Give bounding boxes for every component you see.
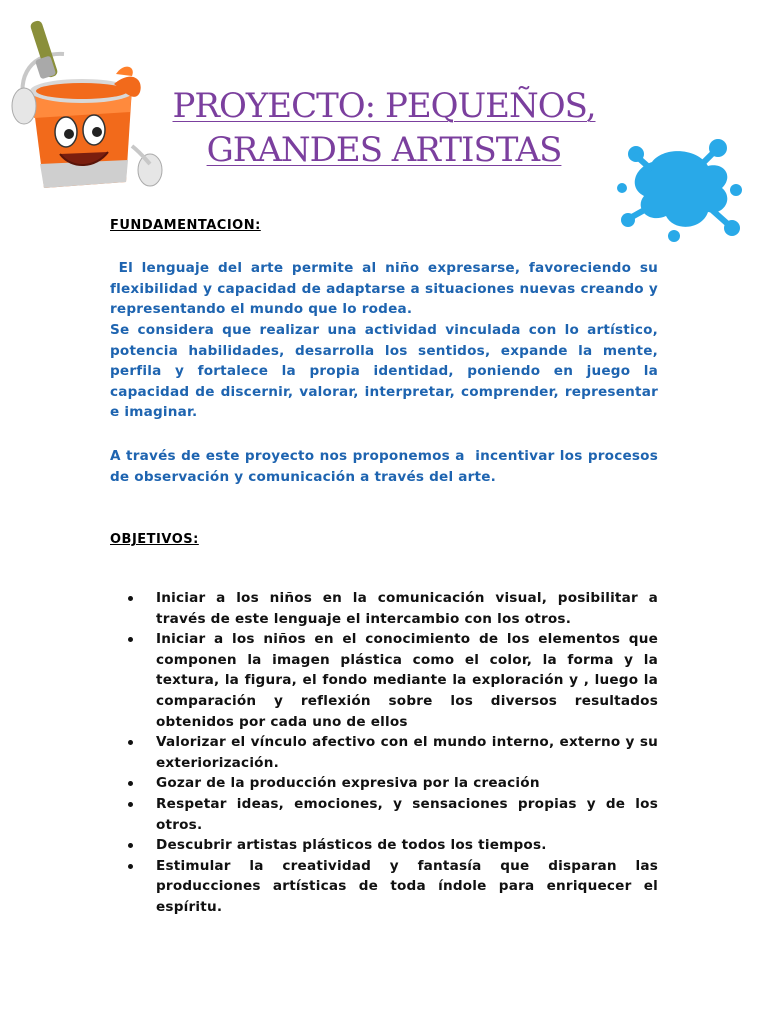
list-item bbox=[128, 856, 658, 918]
bullet-icon bbox=[128, 596, 133, 601]
objectives-list bbox=[128, 588, 658, 918]
list-item bbox=[128, 732, 658, 773]
fundamentacion-paragraph-2: Se considera que realizar una actividad vinculada con lo artístico, potencia habilidades, desarrolla los sentidos, expande la mente, perfila y fortalece la propia identidad, poniendo en juego la capacidad de discernir, valorar, interpretar, comprender, representar e imaginar. bbox=[110, 322, 658, 421]
bullet-icon bbox=[128, 781, 133, 786]
title-line-1: PROYECTO: PEQUEÑOS, bbox=[172, 86, 596, 126]
objective-text: Valorizar el vínculo afectivo con el mundo interno, externo y su exteriorización. bbox=[156, 734, 658, 771]
objective-text: Estimular la creatividad y fantasía que disparan las producciones artísticas de toda índole para enriquecer el espíritu. bbox=[156, 857, 658, 915]
objective-text: Gozar de la producción expresiva por la creación bbox=[156, 775, 540, 792]
objective-text: Iniciar a los niños en la comunicación visual, posibilitar a través de este lenguaje el intercambio con los otros. bbox=[156, 590, 658, 627]
blue-paint-splash-icon bbox=[612, 132, 748, 244]
bullet-icon bbox=[128, 740, 133, 745]
fundamentacion-paragraph-1: El lenguaje del arte permite al niño expresarse, favoreciendo su flexibilidad y capacidad de adaptarse a situaciones nuevas creando y representando el mundo que lo rodea. bbox=[110, 260, 663, 318]
list-item bbox=[128, 629, 658, 732]
bullet-icon bbox=[128, 864, 133, 869]
page-title bbox=[150, 84, 618, 172]
paint-bucket-mascot-icon bbox=[4, 14, 164, 204]
list-item bbox=[128, 835, 658, 856]
bullet-icon bbox=[128, 637, 133, 642]
list-item bbox=[128, 588, 658, 629]
list-item bbox=[128, 794, 658, 835]
title-line-2: GRANDES ARTISTAS bbox=[206, 130, 562, 170]
fundamentacion-paragraph-3: A través de este proyecto nos proponemos a incentivar los procesos de observación y comunicación a través del arte. bbox=[110, 448, 663, 485]
objective-text: Descubrir artistas plásticos de todos los tiempos. bbox=[156, 837, 547, 854]
list-item bbox=[128, 773, 658, 794]
objective-text: Iniciar a los niños en el conocimiento de los elementos que componen la imagen plástica como el color, la forma y la textura, la figura, el fondo mediante la exploración y , luego la comparación y reflexión sobre los diversos resultados obtenidos por cada uno de ellos bbox=[156, 631, 658, 730]
objetivos-heading: OBJETIVOS: bbox=[110, 532, 199, 547]
objective-text: Respetar ideas, emociones, y sensaciones propias y de los otros. bbox=[156, 795, 658, 833]
bullet-icon bbox=[128, 802, 133, 807]
fundamentacion-heading: FUNDAMENTACION: bbox=[110, 218, 261, 233]
bullet-icon bbox=[128, 843, 133, 848]
